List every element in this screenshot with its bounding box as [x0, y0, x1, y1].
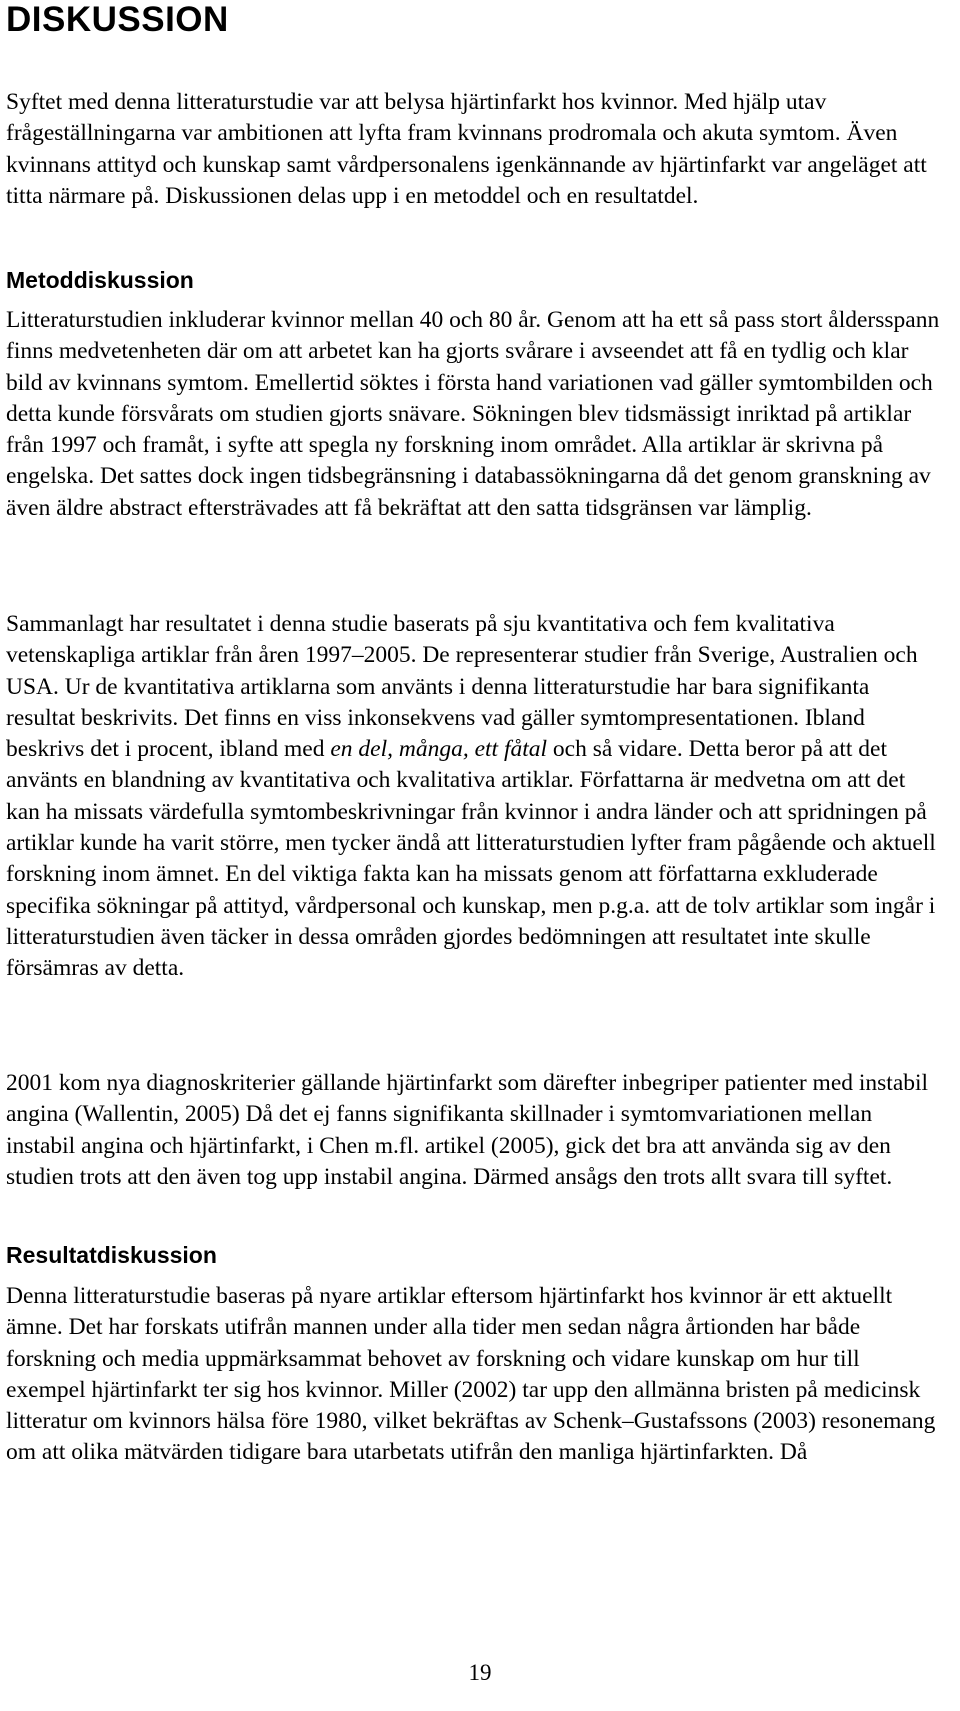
section-heading-method: Metoddiskussion — [6, 267, 194, 293]
method-paragraph-2-text-b: och så vidare. Detta beror på att det använts en blandning av kvantitativa och kvalitativa artiklar. Författarna är medvetna om att det kan ha missats värdefulla symtombeskrivningar från kvinnor i andra länder och att spridningen på artiklar kunde ha varit större, men tycker ändå att litteraturstudien lyfter fram pågående och aktuell forskning inom ämnet. En del viktiga fakta kan ha missats genom att författarna exkluderade specifika sökningar på attityd, vårdpersonal och kunskap, men p.g.a. att de tolv artiklar som ingår i litteraturstudien även täcker in dessa områden gjordes bedömningen att resultatet inte skulle försämras av detta. — [6, 736, 936, 982]
page-number: 19 — [468, 1660, 492, 1685]
method-paragraph-3: 2001 kom nya diagnoskriterier gällande hjärtinfarkt som därefter inbegriper patienter med instabil angina (Wallentin, 2005) Då det ej fanns signifikanta skillnader i symtomvariationen mellan instabil angina och hjärtinfarkt, i Chen m.fl. artikel (2005), gick det bra att använda sig av den studien trots att den även tog upp instabil angina. Därmed ansågs den trots allt svara till syftet. — [6, 1070, 929, 1190]
method-paragraph-1: Litteraturstudien inkluderar kvinnor mellan 40 och 80 år. Genom att ha ett så pass stort åldersspann finns medvetenheten där om att arbetet kan ha gjorts svårare i avseendet att få en tydlig och klar bild av kvinnans symtom. Emellertid söktes i första hand variationen vad gäller symtombilden och detta kunde försvårats om studien gjorts snävare. Sökningen blev tidsmässigt inriktad på artiklar från 1997 och framåt, i syfte att spegla ny forskning inom området. Alla artiklar är skrivna på engelska. Det sattes dock ingen tidsbegränsning i databassökningarna då det genom granskning av även äldre abstract eftersträvades att få bekräftat att den satta tidsgränsen var lämplig. — [6, 307, 940, 521]
method-paragraph-2-text-a: Sammanlagt har resultatet i denna studie baserats på sju kvantitativa och fem kvalitativa vetenskapliga artiklar från åren 1997–2005. De representerar studier från Sverige, Australien och USA. Ur de kvantitativa artiklarna som använts i denna litteraturstudie har bara signifikanta resultat beskrivits. Det finns en viss inkonsekvens vad gäller symtompresentationen. Ibland beskrivs det i procent, ibland med — [6, 611, 918, 763]
page-title: DISKUSSION — [6, 0, 229, 39]
method-paragraph-2 — [6, 609, 941, 985]
method-paragraph-2-italic: en del, många, ett fåtal — [330, 736, 548, 763]
intro-paragraph: Syftet med denna litteraturstudie var att belysa hjärtinfarkt hos kvinnor. Med hjälp utav frågeställningarna var ambitionen att lyfta fram kvinnans prodromala och akuta symtom. Även kvinnans attityd och kunskap samt vårdpersonalens igenkännande av hjärtinfarkt var angeläget att titta närmare på. Diskussionen delas upp i en metoddel och en resultatdel. — [6, 89, 927, 209]
result-paragraph-1: Denna litteraturstudie baseras på nyare artiklar eftersom hjärtinfarkt hos kvinnor är ett aktuellt ämne. Det har forskats utifrån mannen under alla tider men sedan några årtionden har både forskning och media uppmärksammat behovet av forskning och vidare kunskap om hur till exempel hjärtinfarkt ter sig hos kvinnor. Miller (2002) tar upp den allmänna bristen på medicinsk litteratur om kvinnors hälsa före 1980, vilket bekräftas av Schenk–Gustafssons (2003) resonemang om att olika mätvärden tidigare bara utarbetats utifrån den manliga hjärtinfarkten. Då — [6, 1283, 936, 1466]
section-heading-result: Resultatdiskussion — [6, 1242, 217, 1268]
